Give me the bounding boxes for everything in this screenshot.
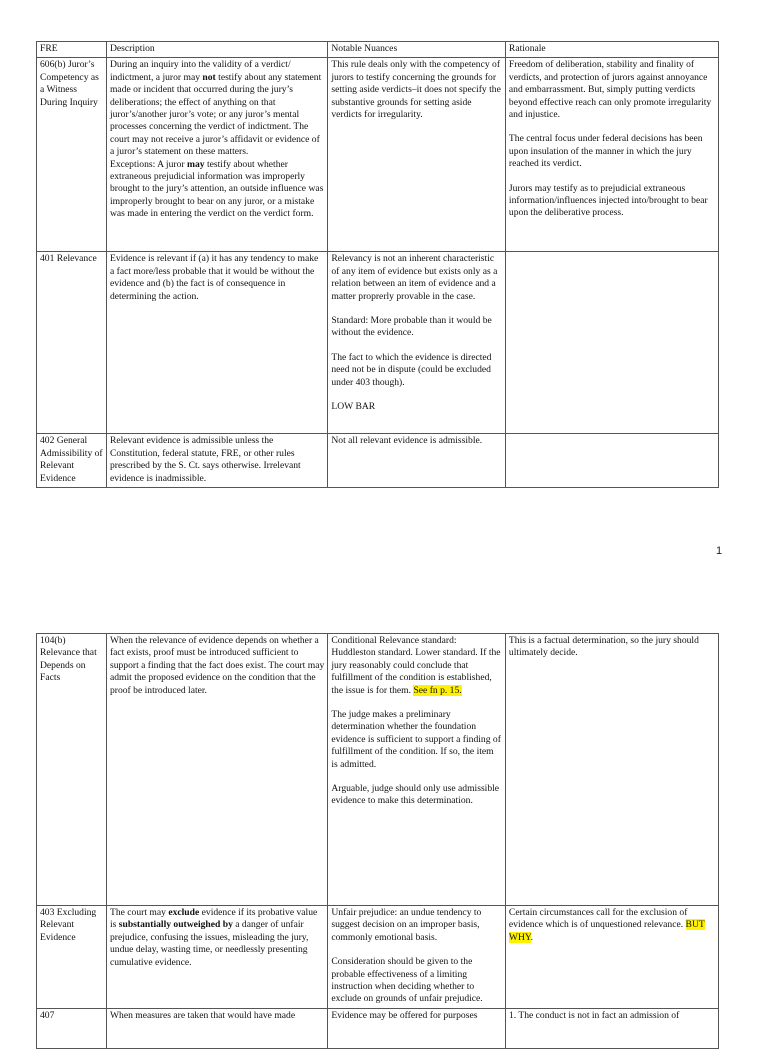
rule-cell: 606(b) Juror’s Competency as a Witness During Inquiry xyxy=(37,58,107,252)
nuance-cell xyxy=(328,634,506,906)
table-row xyxy=(37,634,719,906)
description-cell xyxy=(106,906,327,1009)
bold-text: not xyxy=(202,71,216,83)
rule-cell: 402 General Admissibility of Relevant Evidence xyxy=(37,434,107,488)
rules-table-page-2 xyxy=(36,633,719,1049)
header-notable-nuances: Notable Nuances xyxy=(328,42,506,58)
highlighted-text: BUT WHY xyxy=(508,919,705,943)
nuance-cell: This rule deals only with the competency of jurors to testify concerning the grounds for setting aside verdicts–it does not specify the substantive grounds for setting aside verdicts for irregularity. xyxy=(328,58,506,252)
rules-table-page-1 xyxy=(36,41,719,488)
description-cell: When the relevance of evidence depends on whether a fact exists, proof must be introduced sufficient to support a finding that the fact does exist. The court may admit the proposed evidence on the condition that the proof be introduced later. xyxy=(106,634,327,906)
text-run: During an inquiry into the validity of a verdict/ indictment, a juror may xyxy=(109,59,291,83)
bold-text: substantially outweighed by xyxy=(118,919,233,931)
nuance-cell xyxy=(328,906,506,1009)
table-row xyxy=(37,906,719,1009)
bold-text: exclude xyxy=(168,907,200,918)
nuance-cell: Not all relevant evidence is admissible. xyxy=(328,434,506,488)
table-row xyxy=(37,252,719,434)
rule-cell: 403 Excluding Relevant Evidence xyxy=(37,906,107,1009)
text-run: . xyxy=(530,931,534,943)
nuance-paragraph xyxy=(331,635,502,697)
rationale-paragraph: The central focus under federal decisions has been upon insulation of the manner in which the jury reached its verdict. xyxy=(508,133,703,170)
rationale-cell xyxy=(505,58,718,252)
text-run: testify about whether extraneous prejudicial information was improperly brought to the jury’s attention, an outside influence was improperly brought to bear on any juror, or a mistake was made in entering the verdict on the verdict form. xyxy=(109,158,324,220)
bold-text: may xyxy=(186,158,205,170)
text-run: a danger of unfair prejudice, confusing the issues, misleading the jury, undue delay, wasting time, or needlessly presenting cumulative evidence. xyxy=(109,919,309,968)
text-run: Conditional Relevance standard: Huddleston standard. Lower standard. If the jury reasonably could conclude that fulfillment of the condition is established, the issue is for them. xyxy=(331,635,501,696)
nuance-cell: Evidence may be offered for purposes xyxy=(328,1008,506,1048)
text-run: Exceptions: A juror xyxy=(109,158,187,170)
table-row xyxy=(37,434,719,488)
text-run: evidence if its probative value is xyxy=(109,907,318,931)
rule-cell: 407 xyxy=(37,1008,107,1048)
nuance-paragraph: The judge makes a preliminary determination whether the foundation evidence is sufficient to support a finding of fulfillment of the condition. If so, the item is admitted. xyxy=(331,709,501,770)
table-row xyxy=(37,58,719,252)
header-fre: FRE xyxy=(37,42,107,58)
rule-cell: 104(b) Relevance that Depends on Facts xyxy=(37,634,107,906)
page-number: 1 xyxy=(716,545,723,557)
nuance-paragraph: LOW BAR xyxy=(331,401,376,413)
text-run: The court may xyxy=(109,907,169,918)
nuance-paragraph: Arguable, judge should only use admissible evidence to make this determination. xyxy=(331,783,500,807)
nuance-paragraph: The fact to which the evidence is directed need not be in dispute (could be excluded under 403 though). xyxy=(331,351,492,388)
table-header-row xyxy=(37,42,719,58)
description-cell xyxy=(106,58,327,252)
rationale-paragraph: Freedom of deliberation, stability and finality of verdicts, and protection of jurors against annoyance and embarrassment. But, simply putting verdicts beyond effective reach can only promote irregularity and injustice. xyxy=(508,59,712,121)
nuance-paragraph: Standard: More probable than it would be without the evidence. xyxy=(331,315,492,339)
rationale-paragraph: Jurors may testify as to prejudicial extraneous information/influences injected into/brought to bear upon the deliberative process. xyxy=(508,182,708,219)
rationale-cell xyxy=(505,252,718,434)
description-cell: Relevant evidence is admissible unless the Constitution, federal statute, FRE, or other rules prescribed by the S. Ct. says otherwise. Irrelevant evidence is inadmissible. xyxy=(106,434,327,488)
nuance-paragraph: Unfair prejudice: an undue tendency to suggest decision on an improper basis, commonly emotional basis. xyxy=(331,907,482,943)
rule-cell: 401 Relevance xyxy=(37,252,107,434)
text-run: Certain circumstances call for the exclusion of evidence which is of unquestioned relevance. xyxy=(508,907,688,931)
description-cell: When measures are taken that would have made xyxy=(106,1008,327,1048)
rationale-cell: 1. The conduct is not in fact an admission of xyxy=(505,1008,718,1048)
rationale-cell: This is a factual determination, so the jury should ultimately decide. xyxy=(505,634,718,906)
text-run: testify about any statement made or incident that occurred during the jury’s deliberations; the effect of anything on that juror’s/another juror’s vote; or any juror’s mental processes concerning the verdict of indictment. The court may not receive a juror’s affidavit or evidence of a juror’s statement on these matters. xyxy=(109,71,322,158)
description-cell: Evidence is relevant if (a) it has any tendency to make a fact more/less probable that it would be without the evidence and (b) the fact is of consequence in determining the action. xyxy=(106,252,327,434)
rationale-cell xyxy=(505,434,718,488)
nuance-paragraph: Consideration should be given to the probable effectiveness of a limiting instruction when deciding whether to exclude on grounds of unfair prejudice. xyxy=(331,956,483,1005)
highlighted-text: See fn p. 15. xyxy=(413,684,462,696)
table-row xyxy=(37,1008,719,1048)
rationale-cell xyxy=(505,906,718,1009)
nuance-paragraph: Relevancy is not an inherent characteristic of any item of evidence but exists only as a relation between an item of evidence and a matter proprerly provable in the case. xyxy=(331,253,498,302)
header-rationale: Rationale xyxy=(505,42,718,58)
nuance-cell xyxy=(328,252,506,434)
header-description: Description xyxy=(106,42,327,58)
